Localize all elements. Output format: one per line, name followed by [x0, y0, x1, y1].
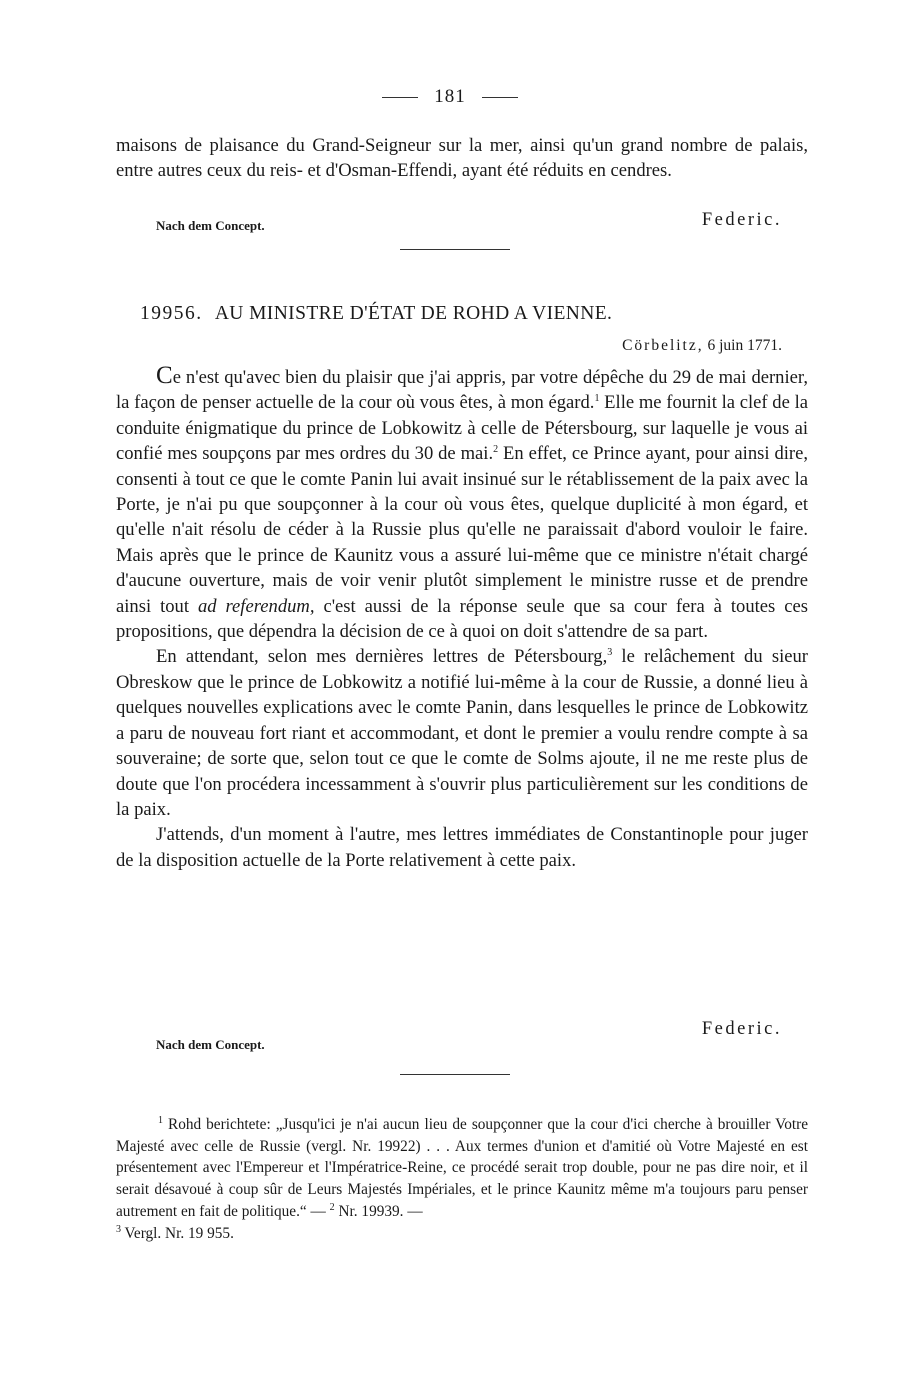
footnote-separator	[400, 1074, 510, 1075]
letter-place: Cörbelitz,	[622, 337, 704, 354]
letter-body	[116, 362, 808, 873]
letter-title: AU MINISTRE D'ÉTAT DE ROHD A VIENNE.	[214, 303, 613, 324]
footnote-block	[116, 1114, 808, 1223]
letter-p1-part-a: e n'est qu'avec bien du plaisir que j'ai appris, par votre dépêche du 29 de mai dernier, la façon de penser actuelle de la cour où vous êtes, à mon égard.	[116, 367, 808, 414]
letter-heading	[140, 303, 780, 325]
letter-paragraph-1	[116, 362, 808, 644]
page-number-dash-right	[482, 97, 518, 98]
italic-phrase: ad referendum,	[197, 595, 315, 617]
footnote-mark-1: 1	[158, 1114, 163, 1126]
letter-p2-part-b: le relâchement du sieur Obreskow que le prince de Lobkowitz a notifié lui-même à la cour de Russie, a donné lieu à quelques nouvelles explications avec le comte Panin, dans lesquelles le prince de Lobkowitz a paru de nouveau fort riant et accommodant, et dont le premier a voulu rendre compte à sa souveraine; de sorte que, selon tout ce que le comte de Solms ajoute, il ne me reste plus de doute que l'on procédera incessamment à s'ouvrir plus particulièrement sur les conditions de la paix.	[116, 646, 808, 820]
letter-paragraph-3: J'attends, d'un moment à l'autre, mes lettres immédiates de Constantinople pour juger de la disposition actuelle de la Porte relativement à cette paix.	[116, 824, 808, 871]
footnotes	[116, 1114, 808, 1244]
letter-source: Nach dem Concept.	[156, 1037, 265, 1052]
letter-place-date	[622, 337, 782, 355]
letter-p2-part-a: En attendant, selon mes dernières lettres de Pétersbourg,	[156, 646, 608, 668]
letter-number: 19956.	[140, 303, 203, 324]
page-number-dash-left	[382, 97, 418, 98]
separator-rule	[400, 249, 510, 250]
page-number	[0, 86, 900, 108]
footnote-ref-2: 2	[493, 444, 499, 456]
letter-date: 6 juin 1771.	[707, 337, 782, 354]
letter-p1-part-b: Elle me fournit la clef de la conduite énigmatique du prince de Lobkowitz à celle de Pétersbourg, sur laquelle je vous ai confié mes soupçons par mes ordres du 30 de mai.	[116, 392, 808, 465]
footnote-block-3	[116, 1223, 808, 1245]
footnote-3: Vergl. Nr. 19 955.	[121, 1224, 234, 1242]
footnote-2: Nr. 19939. —	[334, 1202, 423, 1220]
letter-p1-part-c: En effet, ce Prince ayant, pour ainsi dire, consenti à tout ce que le comte Panin lui avait insinué sur le rétablissement de la paix avec la Porte, je n'ai pu que soupçonner à la cour où vous êtes, quelque duplicité à mon égard, et qu'elle n'ait résolu de céder à la Russie plus qu'elle ne paraissait d'abord vouloir le faire. Mais après que le prince de Kaunitz vous a assuré lui-même que ce ministre n'était chargé d'aucune ouverture, mais de voir venir plutôt simplement le ministre russe et de prendre ainsi tout	[116, 443, 808, 617]
footnote-ref-1: 1	[594, 393, 600, 405]
letter-paragraph-2	[116, 644, 808, 822]
letter-p1-part-d: c'est aussi de la réponse seule que sa cour fera à toutes ces propositions, que dépendra la décision de ce à quoi on doit s'attendre de sa part.	[116, 595, 808, 643]
footnote-mark-3: 3	[116, 1223, 121, 1235]
page-number-text: 181	[434, 86, 466, 107]
continuation-source: Nach dem Concept.	[156, 218, 265, 233]
footnote-mark-2: 2	[329, 1201, 335, 1213]
continuation-block	[116, 133, 808, 184]
letter-signature: Federic.	[701, 1019, 782, 1039]
footnote-1: Rohd berichtete: „Jusqu'ici je n'ai aucun lieu de soupçonner que la cour d'ici cherche à brouiller Votre Majesté avec celle de Russie (vergl. Nr. 19922) . . . Aux termes d'union et d'amitié où Votre Majesté en est présentement avec l'Empereur et l'Impératrice-Reine, ce procédé serait trop double, pour ne pas dire noir, et il serait désavoué à coup sûr de Leurs Majestés Impériales, et le prince Kaunitz même m'a toujours paru penser autrement en fait de politique.“ —	[116, 1116, 808, 1220]
drop-cap: C	[156, 362, 173, 389]
footnote-ref-3: 3	[607, 647, 613, 659]
continuation-paragraph: maisons de plaisance du Grand-Seigneur sur la mer, ainsi qu'un grand nombre de palais, entre autres ceux du reis- et d'Osman-Effendi, ayant été réduits en cendres.	[116, 135, 808, 182]
continuation-signature: Federic.	[701, 210, 782, 230]
